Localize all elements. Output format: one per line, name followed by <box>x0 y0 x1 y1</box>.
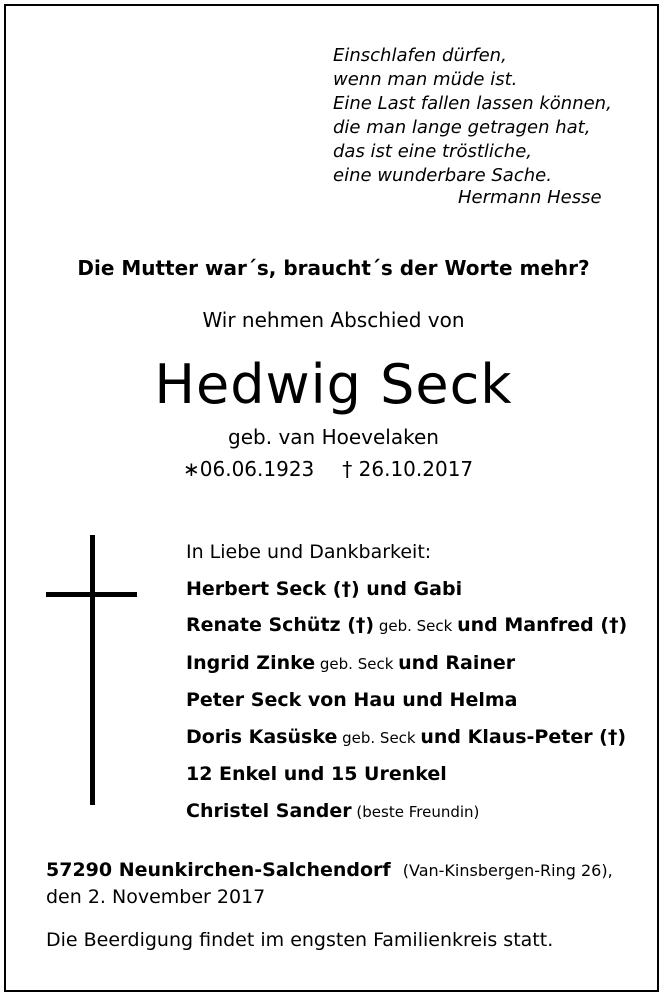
list-item: Renate Schütz (†) geb. Seck und Manfred (†) <box>186 614 628 636</box>
poem-line: Einschlafen dürfen, <box>333 45 507 66</box>
list-item: Ingrid Zinke geb. Seck und Rainer <box>186 651 516 674</box>
city: 57290 Neunkirchen-Salchendorf <box>46 859 391 881</box>
street: (Van-Kinsbergen-Ring 26), <box>402 861 613 880</box>
deceased-name: Hedwig Seck <box>154 353 513 416</box>
list-item: Doris Kasüske geb. Seck und Klaus-Peter (†) <box>186 725 627 748</box>
headline: Die Mutter war´s, braucht´s der Worte mehr? <box>77 256 590 280</box>
poem-line: das ist eine tröstliche, <box>333 141 533 162</box>
death-date: 26.10.2017 <box>358 457 474 481</box>
cross-icon-bar <box>46 592 137 597</box>
funeral-note: Die Beerdigung findet im engsten Familienkreis statt. <box>46 929 554 951</box>
poem-line: Eine Last fallen lassen können, <box>333 93 612 114</box>
cross-icon <box>90 535 95 805</box>
poem-line: wenn man müde ist. <box>333 69 518 90</box>
address-block <box>46 857 613 910</box>
birth-star-icon: ∗ <box>183 457 200 481</box>
list-item: 12 Enkel und 15 Urenkel <box>186 763 447 785</box>
maiden-name: geb. van Hoevelaken <box>228 425 439 449</box>
mourners-list <box>186 534 627 830</box>
list-item: Peter Seck von Hau und Helma <box>186 689 518 711</box>
birth-date: 06.06.1923 <box>199 457 315 481</box>
list-item: Herbert Seck (†) und Gabi <box>186 577 463 600</box>
poem-line: eine wunderbare Sache. <box>333 165 552 186</box>
poem-line: die man lange getragen hat, <box>333 117 591 138</box>
life-dates <box>183 457 473 481</box>
farewell-intro: Wir nehmen Abschied von <box>202 308 465 332</box>
death-cross-icon: † <box>342 457 353 481</box>
poem <box>333 44 612 208</box>
mourners-intro: In Liebe und Dankbarkeit: <box>186 541 432 563</box>
list-item: Christel Sander (beste Freundin) <box>186 799 480 822</box>
notice-date: den 2. November 2017 <box>46 886 266 908</box>
poem-author: Hermann Hesse <box>458 187 602 208</box>
